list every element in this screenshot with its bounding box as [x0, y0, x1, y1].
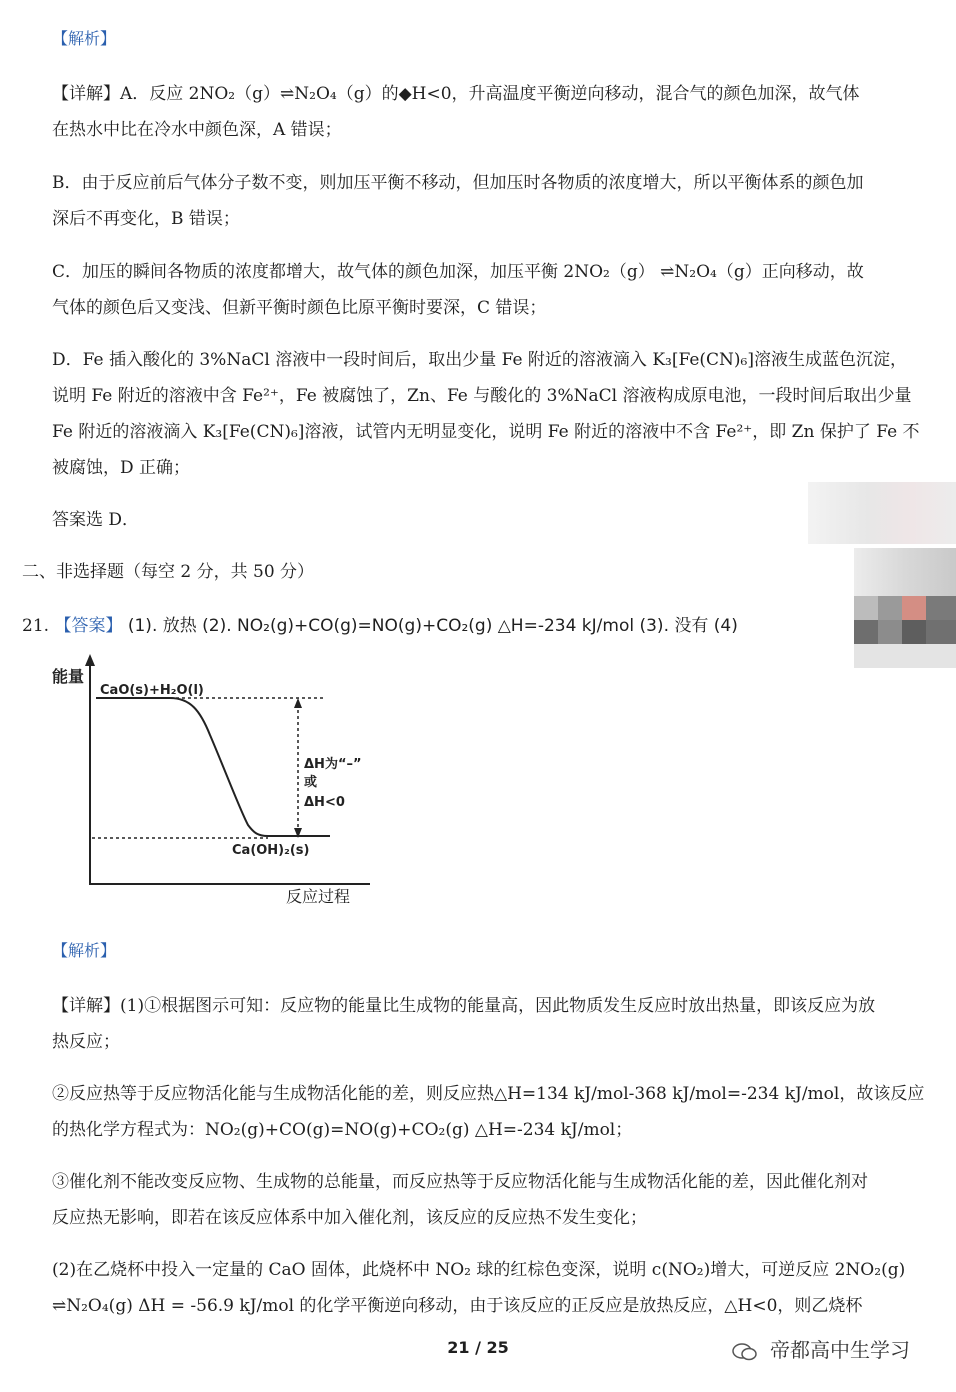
blur-overlay: [854, 548, 956, 668]
text-line: 被腐蚀，D 正确；: [52, 458, 191, 478]
delta-h-label-line2: 或: [304, 775, 318, 790]
text-line: ②反应热等于反应物活化能与生成物活化能的差，则反应热△H=134 kJ/mol-368 kJ/mol=-234 kJ/mol，故该反应: [52, 1084, 925, 1104]
reactant-label: CaO(s)+H₂O(l): [100, 683, 204, 698]
text-line: Fe 附近的溶液滴入 K₃[Fe(CN)₆]溶液，试管内无明显变化，说明 Fe 附近的溶液中不含 Fe²⁺，即 Zn 保护了 Fe 不: [52, 422, 920, 442]
energy-curve: [96, 698, 330, 836]
energy-diagram: [40, 650, 400, 915]
detail-option-d: [52, 342, 928, 486]
text-line: 说明 Fe 附近的溶液中含 Fe²⁺，Fe 被腐蚀了，Zn、Fe 与酸化的 3%NaCl 溶液构成原电池，一段时间后取出少量: [52, 386, 912, 406]
x-axis-label: 反应过程: [286, 887, 351, 906]
watermark-text: 帝都高中生学习: [770, 1338, 910, 1362]
y-axis-label: 能量: [52, 667, 85, 686]
question-number: 21.: [22, 616, 50, 636]
text-line: C．加压的瞬间各物质的浓度都增大，故气体的颜色加深，加压平衡 2NO₂（g） ⇌N₂O₄（g）正向移动，故: [52, 262, 864, 282]
answer-select: [52, 502, 928, 538]
analysis-tag-bottom: 【解析】: [52, 941, 117, 960]
analysis-part-2: [52, 1076, 928, 1148]
text-line: 热反应；: [52, 1032, 120, 1052]
text-line: ③催化剂不能改变反应物、生成物的总能量，而反应热等于反应物活化能与生成物活化能的差，因此催化剂对: [52, 1172, 868, 1192]
text-line: B．由于反应前后气体分子数不变，则加压平衡不移动，但加压时各物质的浓度增大，所以平衡体系的颜色加: [52, 173, 864, 193]
answer-text: (1). 放热 (2). NO₂(g)+CO(g)=NO(g)+CO₂(g) △H=-234 kJ/mol (3). 没有 (4): [127, 616, 738, 636]
analysis-tag-top: 【解析】: [52, 29, 117, 48]
delta-h-arrowhead-up: [294, 698, 302, 708]
text-line: 【详解】(1)①根据图示可知：反应物的能量比生成物的能量高，因此物质发生反应时放出热量，即该反应为放: [52, 996, 876, 1016]
delta-h-label-line3: ΔH<0: [304, 795, 345, 810]
answer-tag: 【答案】: [54, 616, 123, 636]
section-heading: 二、非选择题（每空 2 分，共 50 分）: [22, 562, 315, 582]
text-line: 【详解】A．反应 2NO₂（g）⇌N₂O₄（g）的◆H<0，升高温度平衡逆向移动，混合气的颜色加深，故气体: [52, 84, 860, 104]
answer-select-text: 答案选 D．: [52, 510, 140, 530]
detail-option-b: [52, 165, 928, 237]
product-label: Ca(OH)₂(s): [232, 843, 310, 858]
analysis-part-1: [52, 988, 928, 1060]
delta-h-label-line1: ΔH为“–”: [304, 757, 362, 772]
question-21-answer: [22, 612, 738, 640]
blur-overlay: [808, 482, 956, 544]
detail-option-c: [52, 254, 928, 326]
watermark: [732, 1334, 910, 1363]
analysis-part-3: [52, 1164, 928, 1236]
text-line: 的热化学方程式为：NO₂(g)+CO(g)=NO(g)+CO₂(g) △H=-234 kJ/mol；: [52, 1120, 633, 1140]
detail-option-a: [52, 76, 928, 148]
text-line: (2)在乙烧杯中投入一定量的 CaO 固体，此烧杯中 NO₂ 球的红棕色变深，说明 c(NO₂)增大，可逆反应 2NO₂(g): [52, 1260, 906, 1280]
text-line: 气体的颜色后又变浅、但新平衡时颜色比原平衡时要深，C 错误；: [52, 298, 547, 318]
text-line: 反应热无影响，即若在该反应体系中加入催化剂，该反应的反应热不发生变化；: [52, 1208, 647, 1228]
analysis-part-4: [52, 1252, 928, 1324]
text-line: D．Fe 插入酸化的 3%NaCl 溶液中一段时间后，取出少量 Fe 附近的溶液滴入 K₃[Fe(CN)₆]溶液生成蓝色沉淀，: [52, 350, 907, 370]
text-line: ⇌N₂O₄(g) ΔH = -56.9 kJ/mol 的化学平衡逆向移动，由于该反应的正反应是放热反应，△H<0，则乙烧杯: [52, 1296, 863, 1316]
text-line: 在热水中比在冷水中颜色深，A 错误；: [52, 120, 342, 140]
page-number: 21 / 25: [447, 1338, 509, 1357]
wechat-icon: [732, 1343, 758, 1361]
text-line: 深后不再变化，B 错误；: [52, 209, 240, 229]
y-axis-arrow: [85, 654, 95, 666]
